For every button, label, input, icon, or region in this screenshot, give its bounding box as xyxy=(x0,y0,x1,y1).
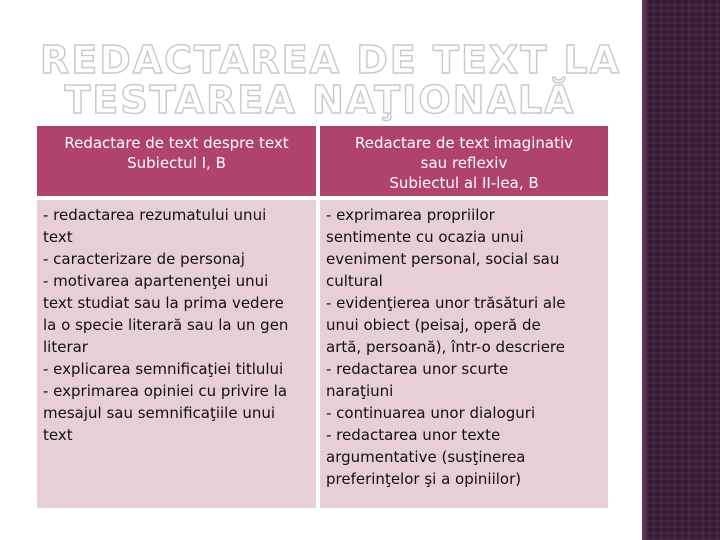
header-right-line: Redactare de text imaginativ xyxy=(354,134,574,152)
header-cell-left xyxy=(37,126,316,196)
comparison-table xyxy=(37,126,608,508)
slide-title-line-1: REDACTAREA DE TEXT LA xyxy=(40,38,621,82)
body-cell-right xyxy=(320,200,608,508)
list-item: argumentative (susţinerea xyxy=(326,448,526,466)
header-right-line: sau reflexiv xyxy=(420,154,508,172)
list-item: - evidenţierea unor trăsături ale xyxy=(326,294,566,312)
list-item: eveniment personal, social sau xyxy=(326,250,560,268)
list-item: - caracterizare de personaj xyxy=(43,250,245,268)
list-item: preferinţelor şi a opiniilor) xyxy=(326,470,522,488)
header-cell-right xyxy=(320,126,608,196)
list-item: cultural xyxy=(326,272,383,290)
list-item: naraţiuni xyxy=(326,382,394,400)
header-left-line: Subiectul I, B xyxy=(127,154,226,172)
body-cell-left xyxy=(37,200,316,508)
list-item: - exprimarea propriilor xyxy=(326,206,495,224)
list-item: la o specie literară sau la un gen xyxy=(43,316,289,334)
slide-title-line-2: TESTAREA NAŢIONALĂ xyxy=(64,78,576,122)
list-item: - redactarea rezumatului unui xyxy=(43,206,267,224)
header-right-line: Subiectul al II-lea, B xyxy=(389,174,539,192)
list-item: mesajul sau semnificaţiile unui xyxy=(43,404,276,422)
list-item: - explicarea semnificaţiei titlului xyxy=(43,360,284,378)
list-item: literar xyxy=(43,338,88,356)
side-band-pattern xyxy=(646,0,720,540)
list-item: - exprimarea opiniei cu privire la xyxy=(43,382,288,400)
list-item: - redactarea unor scurte xyxy=(326,360,509,378)
list-item: - continuarea unor dialoguri xyxy=(326,404,536,422)
list-item: text studiat sau la prima vedere xyxy=(43,294,284,312)
decorative-side-band xyxy=(642,0,720,540)
list-item: artă, persoană), într-o descriere xyxy=(326,338,565,356)
list-item: unui obiect (peisaj, operă de xyxy=(326,316,541,334)
list-item: - motivarea apartenenţei unui xyxy=(43,272,269,290)
list-item: text xyxy=(43,426,73,444)
list-item: - redactarea unor texte xyxy=(326,426,501,444)
header-left-line: Redactare de text despre text xyxy=(64,134,289,152)
list-item: sentimente cu ocazia unui xyxy=(326,228,524,246)
list-item: text xyxy=(43,228,73,246)
